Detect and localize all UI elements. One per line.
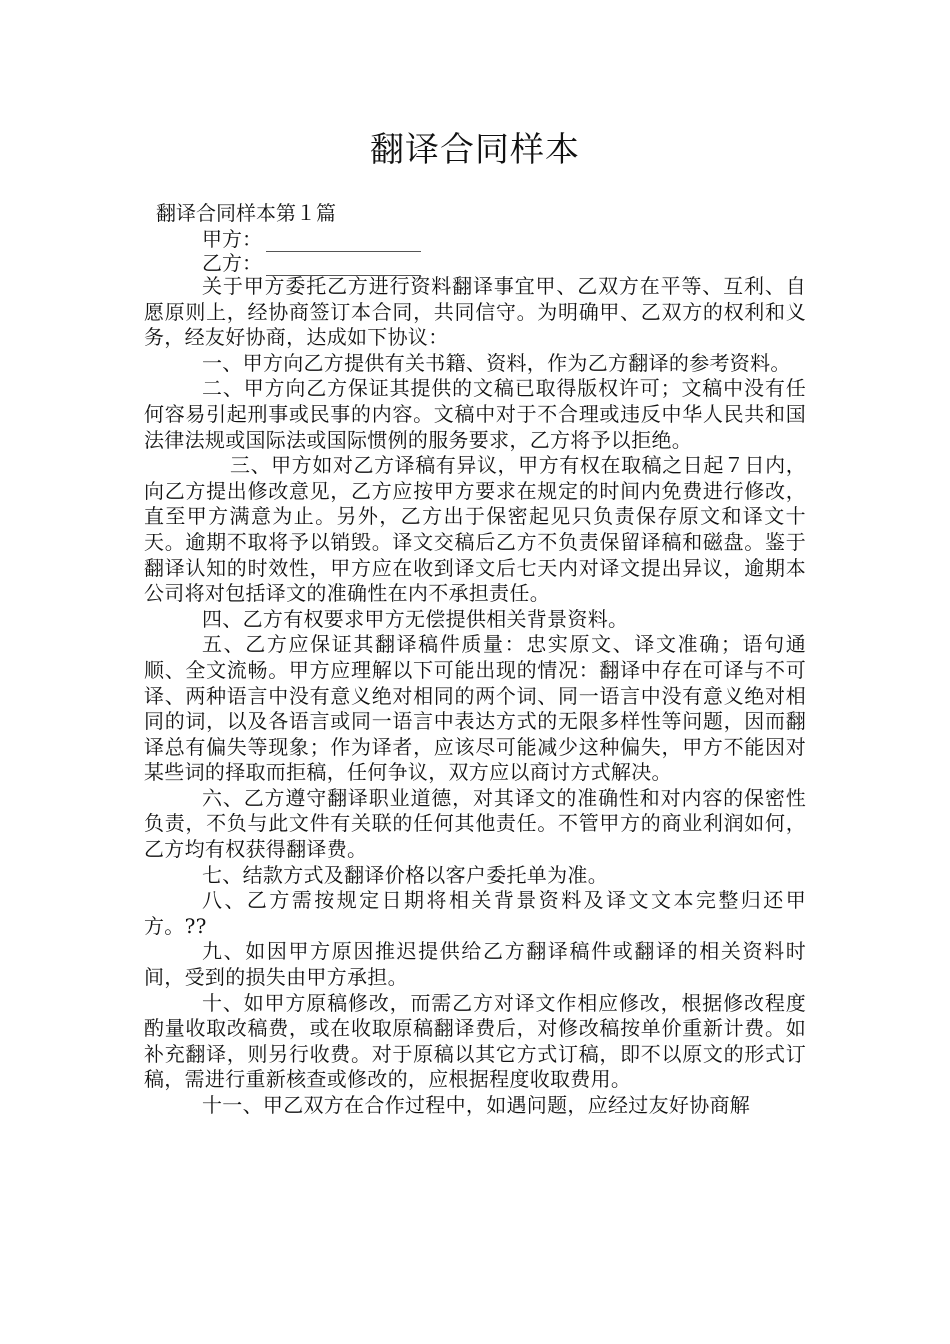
clause-3: 三、甲方如对乙方译稿有异议，甲方有权在取稿之日起７日内，向乙方提出修改意见，乙方应按甲方要求在规定的时间内免费进行修改，直至甲方满意为止。另外，乙方出于保密起见只负责保存原文和译文十天。逾期不取将予以销毁。译文交稿后乙方不负责保留译稿和磁盘。鉴于翻译认知的时效性，甲方应在收到译文后七天内对译文提出异议，逾期本公司将对包括译文的准确性在内不承担责任。: [144, 453, 806, 606]
clause-7: 七、结款方式及翻译价格以客户委托单为准。: [202, 862, 608, 887]
clause-4: 四、乙方有权要求甲方无偿提供相关背景资料。: [202, 606, 629, 631]
clause-11: 十一、甲乙双方在合作过程中，如遇问题，应经过友好协商解: [202, 1093, 751, 1117]
clause-5: 五、乙方应保证其翻译稿件质量：忠实原文、译文准确；语句通顺、全文流畅。甲方应理解以下可能出现的情况：翻译中存在可译与不可译、两种语言中没有意义绝对相同的两个词、同一语言中没有意义绝对相同的词，以及各语言或同一语言中表达方式的无限多样性等问题，因而翻译总有偏失等现象；作为译者，应该尽可能减少这种偏失，甲方不能因对某些词的择取而拒稿，任何争议，双方应以商讨方式解决。: [144, 632, 806, 785]
clause-9: 九、如因甲方原因推迟提供给乙方翻译稿件或翻译的相关资料时间，受到的损失由甲方承担。: [144, 939, 806, 990]
clause-10: 十、如甲方原稿修改，而需乙方对译文作相应修改，根据修改程度酌量收取改稿费，或在收取原稿翻译费后，对修改稿按单价重新计费。如补充翻译，则另行收费。对于原稿以其它方式订稿，即不以原文的形式订稿，需进行重新核查或修改的，应根据程度收取费用。: [144, 990, 806, 1092]
party-b-label: 乙方：: [202, 251, 262, 275]
clause-1: 一、甲方向乙方提供有关书籍、资料，作为乙方翻译的参考资料。: [202, 350, 791, 375]
clause-6: 六、乙方遵守翻译职业道德，对其译文的准确性和对内容的保密性负责，不负与此文件有关联的任何其他责任。不管甲方的商业利润如何，乙方均有权获得翻译费。: [144, 785, 806, 862]
contract-body: [144, 274, 806, 1119]
party-a-line: [202, 226, 421, 252]
document-title: 翻译合同样本: [370, 130, 580, 170]
clause-8: 八、乙方需按规定日期将相关背景资料及译文文本完整归还甲方。??: [144, 888, 806, 938]
clause-2: 二、甲方向乙方保证其提供的文稿已取得版权许可；文稿中没有任何容易引起刑事或民事的内容。文稿中对于不合理或违反中华人民共和国法律法规或国际法或国际惯例的服务要求，乙方将予以拒绝。: [144, 376, 806, 452]
party-b-blank: [266, 255, 421, 276]
party-a-blank: [266, 231, 421, 252]
paragraph-intro: 关于甲方委托乙方进行资料翻译事宜甲、乙双方在平等、互利、自愿原则上，经协商签订本合同，共同信守。为明确甲、乙双方的权利和义务，经友好协商，达成如下协议：: [144, 274, 806, 350]
party-a-label: 甲方：: [202, 227, 262, 251]
section-heading: 翻译合同样本第１篇: [156, 201, 336, 225]
party-b-line: [202, 250, 421, 276]
